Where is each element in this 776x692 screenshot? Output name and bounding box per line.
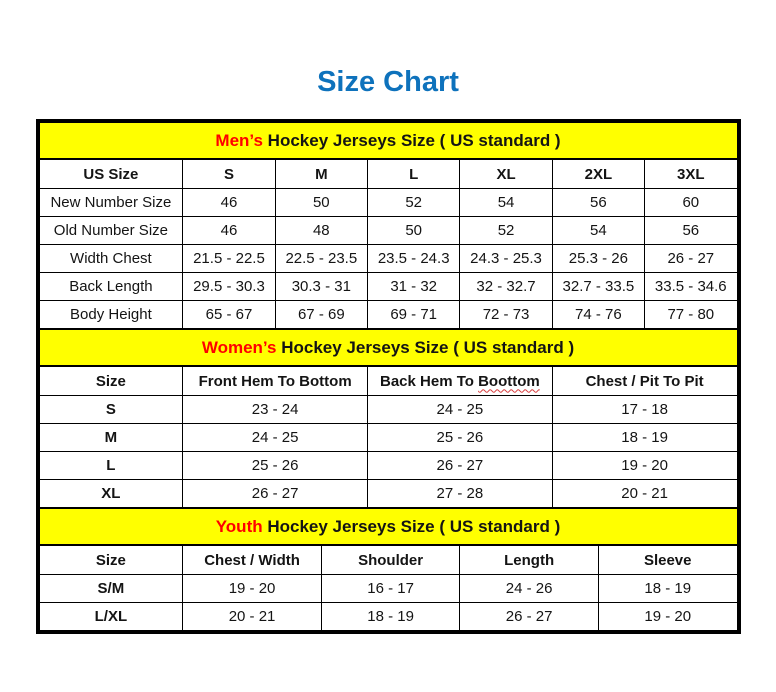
data-cell: 67 - 69 bbox=[275, 301, 367, 329]
data-cell: 74 - 76 bbox=[552, 301, 644, 329]
table-row bbox=[39, 189, 737, 217]
header-cell: L bbox=[368, 159, 460, 189]
data-cell: 52 bbox=[460, 217, 552, 245]
data-cell: 20 - 21 bbox=[183, 603, 322, 631]
row-label: S/M bbox=[39, 575, 183, 603]
data-cell: 26 - 27 bbox=[460, 603, 599, 631]
section-banner-cell bbox=[39, 123, 737, 160]
row-label: Width Chest bbox=[39, 245, 183, 273]
data-cell: 18 - 19 bbox=[321, 603, 460, 631]
header-cell: Shoulder bbox=[321, 545, 460, 575]
data-cell: 29.5 - 30.3 bbox=[183, 273, 275, 301]
row-label: New Number Size bbox=[39, 189, 183, 217]
data-cell: 56 bbox=[645, 217, 737, 245]
header-row bbox=[39, 545, 737, 575]
table-row bbox=[39, 575, 737, 603]
size-tables bbox=[36, 119, 741, 634]
data-cell: 19 - 20 bbox=[552, 452, 737, 480]
data-cell: 50 bbox=[368, 217, 460, 245]
data-cell: 24 - 25 bbox=[368, 396, 553, 424]
data-cell: 69 - 71 bbox=[368, 301, 460, 329]
header-cell: 3XL bbox=[645, 159, 737, 189]
data-cell: 32 - 32.7 bbox=[460, 273, 552, 301]
header-row bbox=[39, 159, 737, 189]
data-cell: 52 bbox=[368, 189, 460, 217]
header-cell: Chest / Width bbox=[183, 545, 322, 575]
header-cell: Front Hem To Bottom bbox=[183, 366, 368, 396]
data-cell: 33.5 - 34.6 bbox=[645, 273, 737, 301]
data-cell: 18 - 19 bbox=[598, 575, 737, 603]
table-row bbox=[39, 301, 737, 329]
data-cell: 23.5 - 24.3 bbox=[368, 245, 460, 273]
data-cell: 25.3 - 26 bbox=[552, 245, 644, 273]
header-cell: Back Hem To Boottom bbox=[368, 366, 553, 396]
section-banner-youth bbox=[39, 508, 737, 545]
data-cell: 23 - 24 bbox=[183, 396, 368, 424]
data-cell: 26 - 27 bbox=[368, 452, 553, 480]
table-row bbox=[39, 480, 737, 508]
data-cell: 26 - 27 bbox=[645, 245, 737, 273]
section-banner-cell bbox=[39, 508, 737, 545]
data-cell: 24.3 - 25.3 bbox=[460, 245, 552, 273]
header-cell: Length bbox=[460, 545, 599, 575]
table-row bbox=[39, 245, 737, 273]
row-label: L/XL bbox=[39, 603, 183, 631]
header-cell: M bbox=[275, 159, 367, 189]
data-cell: 18 - 19 bbox=[552, 424, 737, 452]
header-row bbox=[39, 366, 737, 396]
section-banner-womens bbox=[39, 329, 737, 366]
row-label: XL bbox=[39, 480, 183, 508]
data-cell: 19 - 20 bbox=[598, 603, 737, 631]
data-cell: 17 - 18 bbox=[552, 396, 737, 424]
data-cell: 25 - 26 bbox=[183, 452, 368, 480]
misspelled-word: Boottom bbox=[478, 372, 540, 390]
data-cell: 77 - 80 bbox=[645, 301, 737, 329]
section-banner-text: Hockey Jerseys Size ( US standard ) bbox=[262, 516, 561, 536]
header-cell: Chest / Pit To Pit bbox=[552, 366, 737, 396]
data-cell: 54 bbox=[460, 189, 552, 217]
data-cell: 25 - 26 bbox=[368, 424, 553, 452]
data-cell: 72 - 73 bbox=[460, 301, 552, 329]
data-cell: 20 - 21 bbox=[552, 480, 737, 508]
data-cell: 21.5 - 22.5 bbox=[183, 245, 275, 273]
data-cell: 54 bbox=[552, 217, 644, 245]
data-cell: 19 - 20 bbox=[183, 575, 322, 603]
row-label: M bbox=[39, 424, 183, 452]
row-label: S bbox=[39, 396, 183, 424]
row-label: Old Number Size bbox=[39, 217, 183, 245]
data-cell: 65 - 67 bbox=[183, 301, 275, 329]
header-cell: 2XL bbox=[552, 159, 644, 189]
table-row bbox=[39, 396, 737, 424]
data-cell: 32.7 - 33.5 bbox=[552, 273, 644, 301]
table-row bbox=[39, 273, 737, 301]
size-table-womens bbox=[39, 328, 738, 507]
data-cell: 46 bbox=[183, 189, 275, 217]
section-banner-highlight: Women’s bbox=[201, 337, 277, 357]
row-label: Back Length bbox=[39, 273, 183, 301]
data-cell: 24 - 25 bbox=[183, 424, 368, 452]
row-label: Body Height bbox=[39, 301, 183, 329]
data-cell: 24 - 26 bbox=[460, 575, 599, 603]
table-row bbox=[39, 452, 737, 480]
table-row bbox=[39, 217, 737, 245]
data-cell: 60 bbox=[645, 189, 737, 217]
header-cell: XL bbox=[460, 159, 552, 189]
section-banner-text: Hockey Jerseys Size ( US standard ) bbox=[262, 130, 561, 150]
data-cell: 46 bbox=[183, 217, 275, 245]
section-banner-highlight: Men’s bbox=[215, 130, 263, 150]
row-label: L bbox=[39, 452, 183, 480]
header-cell: Size bbox=[39, 366, 183, 396]
data-cell: 30.3 - 31 bbox=[275, 273, 367, 301]
data-cell: 48 bbox=[275, 217, 367, 245]
header-cell: Sleeve bbox=[598, 545, 737, 575]
header-cell: US Size bbox=[39, 159, 183, 189]
table-row bbox=[39, 603, 737, 631]
data-cell: 27 - 28 bbox=[368, 480, 553, 508]
page-title: Size Chart bbox=[317, 66, 459, 98]
section-banner-highlight: Youth bbox=[215, 516, 263, 536]
table-row bbox=[39, 424, 737, 452]
section-banner-cell bbox=[39, 329, 737, 366]
data-cell: 22.5 - 23.5 bbox=[275, 245, 367, 273]
data-cell: 16 - 17 bbox=[321, 575, 460, 603]
data-cell: 56 bbox=[552, 189, 644, 217]
section-banner-mens bbox=[39, 123, 737, 160]
section-banner-text: Hockey Jerseys Size ( US standard ) bbox=[276, 337, 575, 357]
data-cell: 31 - 32 bbox=[368, 273, 460, 301]
data-cell: 50 bbox=[275, 189, 367, 217]
header-cell: Size bbox=[39, 545, 183, 575]
size-table-mens bbox=[39, 122, 738, 328]
size-table-youth bbox=[39, 507, 738, 631]
header-cell: S bbox=[183, 159, 275, 189]
data-cell: 26 - 27 bbox=[183, 480, 368, 508]
